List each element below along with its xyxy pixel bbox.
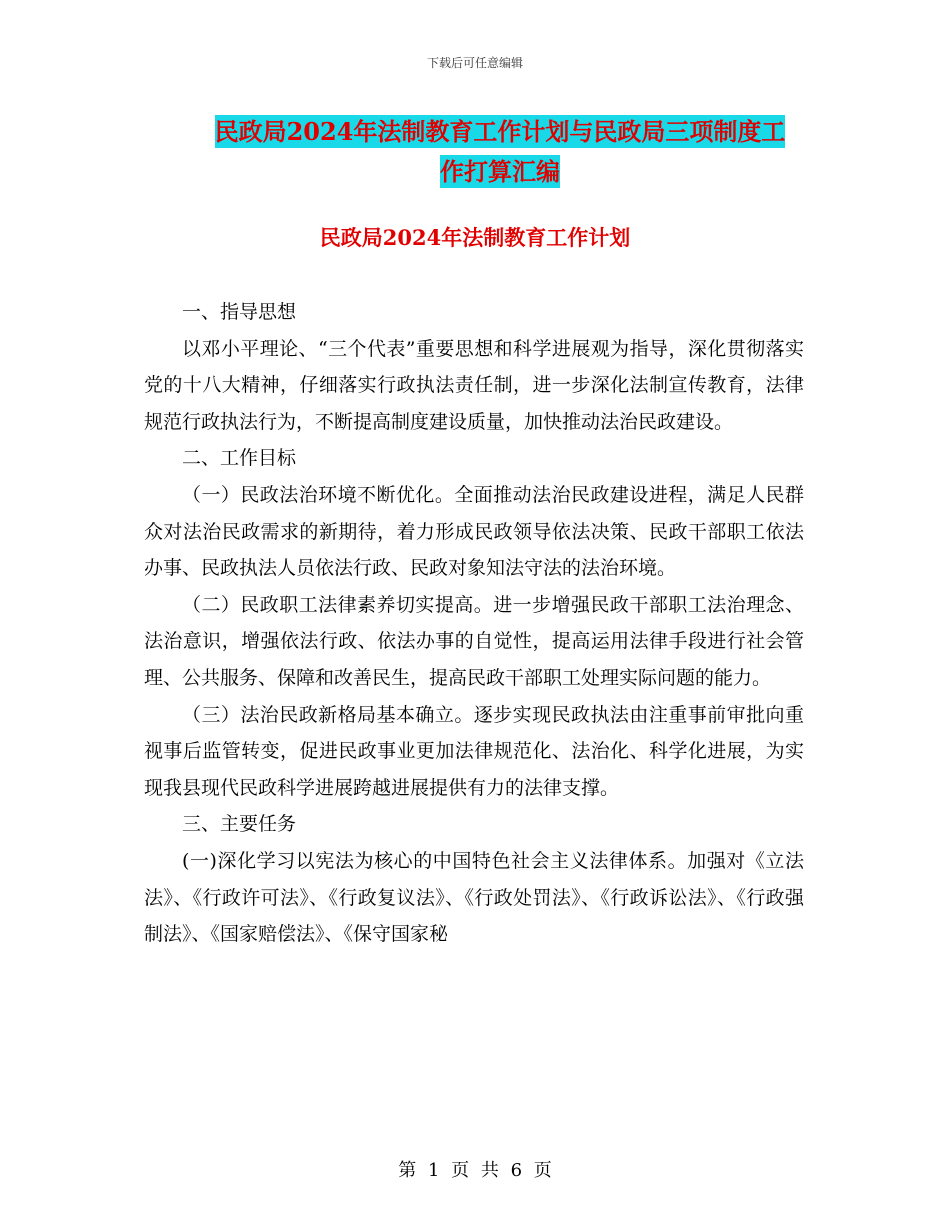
- paragraph: (一)深化学习以宪法为核心的中国特色社会主义法律体系。加强对《立法法》、《行政许可法》、《行政复议法》、《行政处罚法》、《行政诉讼法》、《行政强制法》、《国家赔偿法》、《保守国家秘: [144, 849, 804, 946]
- paragraph: （一）民政法治环境不断优化。全面推动法治民政建设进程，满足人民群众对法治民政需求的新期待，着力形成民政领导依法决策、民政干部职工依法办事、民政执法人员依法行政、民政对象知法守法的法治环境。: [144, 483, 804, 580]
- heading-main-tasks: 三、主要任务: [182, 813, 297, 836]
- title-line-1: 民政局2024年法制教育工作计划与民政局三项制度工: [214, 117, 786, 146]
- body-text: [144, 294, 804, 953]
- document-title: [150, 112, 850, 192]
- paragraph: （三）法治民政新格局基本确立。逐步实现民政执法由注重事前审批向重视事后监管转变，促进民政事业更加法律规范化、法治化、科学化进展，为实现我县现代民政科学进展跨越进展提供有力的法律支撑。: [144, 703, 804, 799]
- heading-guiding-ideology: 一、指导思想: [182, 301, 297, 323]
- page-number: 第 1 页 共 6 页: [398, 1160, 552, 1181]
- paragraph: 以邓小平理论、“三个代表”重要思想和科学进展观为指导，深化贯彻落实党的十八大精神，仔细落实行政执法责任制，进一步深化法制宣传教育，法律规范行政执法行为，不断提高制度建设质量，加快推动法治民政建设。: [144, 337, 804, 433]
- heading-work-goals: 二、工作目标: [182, 447, 297, 470]
- header-note: 下载后可任意编辑: [426, 56, 523, 70]
- section-title: 民政局2024年法制教育工作计划: [319, 225, 631, 250]
- title-line-2: 作打算汇编: [440, 157, 560, 186]
- paragraph: （二）民政职工法律素养切实提高。进一步增强民政干部职工法治理念、法治意识，增强依法行政、依法办事的自觉性，提高运用法律手段进行社会管理、公共服务、保障和改善民生，提高民政干部职工处理实际问题的能力。: [144, 593, 804, 689]
